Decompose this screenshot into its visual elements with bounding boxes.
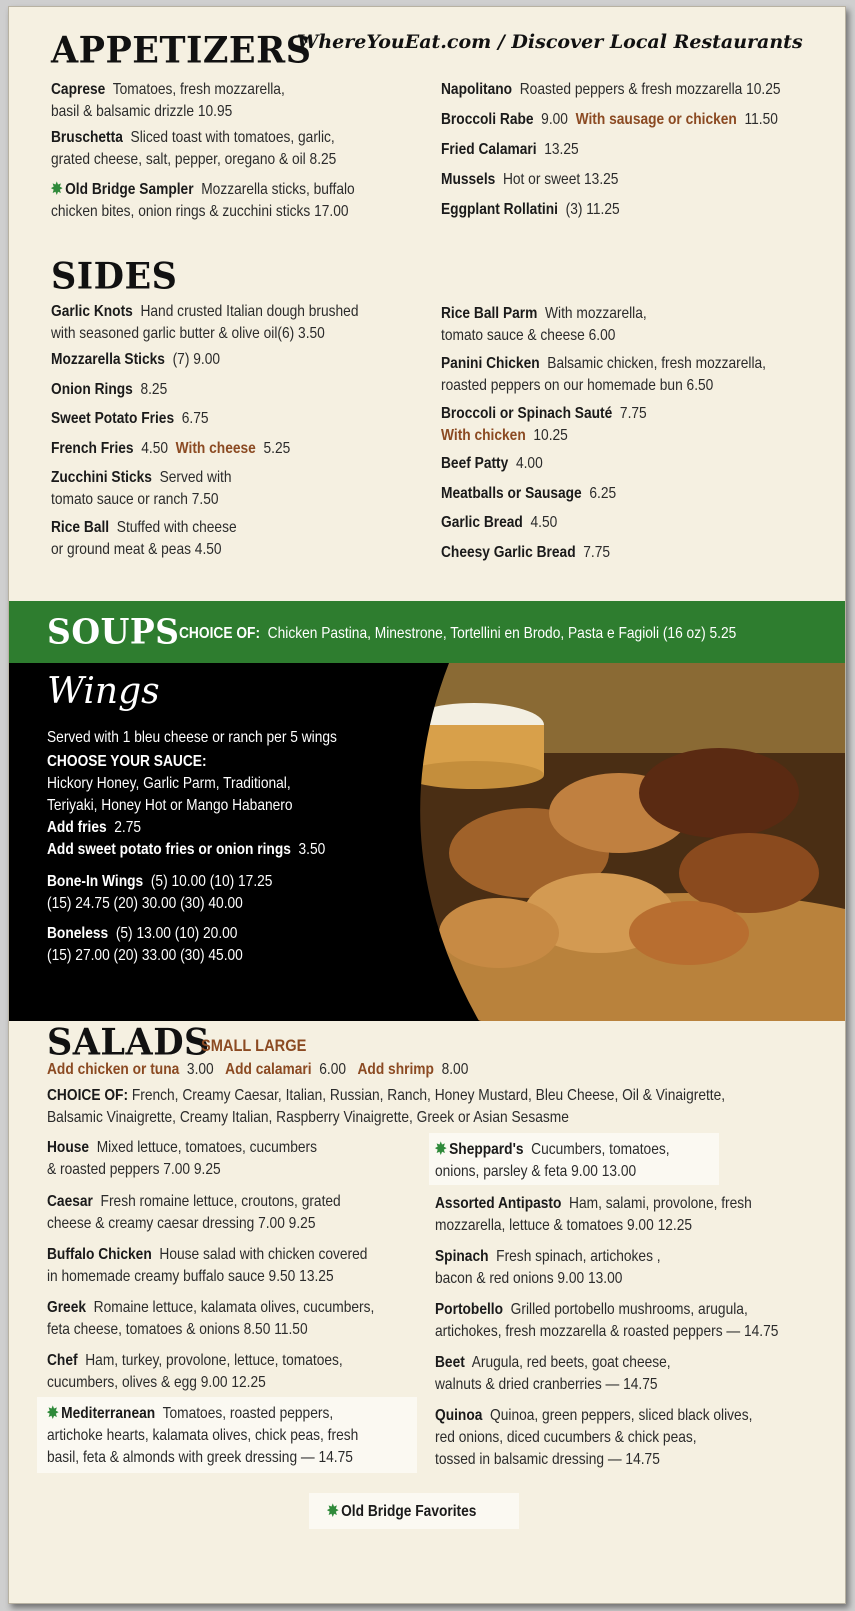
legend-label: Old Bridge Favorites — [341, 1503, 477, 1520]
item-desc: Grilled portobello mushrooms, arugula, — [510, 1301, 748, 1318]
item-desc: 4.50 — [530, 514, 558, 531]
item-name: Cheesy Garlic Bread — [441, 544, 576, 561]
addon-shrimp: Add shrimp — [357, 1061, 434, 1078]
menu-item-buffalo-chicken-salad — [47, 1244, 367, 1288]
salads-sizes: SMALL LARGE — [201, 1036, 307, 1055]
item-desc: onions, parsley & feta 9.00 13.00 — [435, 1163, 637, 1180]
wings-boneless — [47, 923, 243, 967]
item-name: Fried Calamari — [441, 141, 537, 158]
item-desc: cheese & creamy caesar dressing 7.00 9.25 — [47, 1215, 316, 1232]
wings-boneless-prices: (5) 13.00 (10) 20.00 — [115, 925, 238, 942]
item-desc: tossed in balsamic dressing — 14.75 — [435, 1451, 660, 1468]
item-desc: Hot or sweet 13.25 — [502, 171, 619, 188]
item-name: Sweet Potato Fries — [51, 410, 175, 427]
wings-plate-illustration — [389, 663, 845, 1021]
menu-item-spinach-salad — [435, 1246, 661, 1290]
item-desc: bacon & red onions 9.00 13.00 — [435, 1270, 623, 1287]
soups-choice-list: Chicken Pastina, Minestrone, Tortellini en Brodo, Pasta e Fagioli (16 oz) 5.25 — [267, 625, 737, 642]
item-desc: (7) 9.00 — [172, 351, 221, 368]
item-desc: artichoke hearts, kalamata olives, chick peas, fresh — [47, 1427, 359, 1444]
item-name: Mozzarella Sticks — [51, 351, 165, 368]
item-name: Buffalo Chicken — [47, 1246, 152, 1263]
item-name: Assorted Antipasto — [435, 1195, 562, 1212]
menu-item-french-fries — [51, 438, 290, 460]
item-desc: Served with — [159, 469, 232, 486]
item-desc: Mixed lettuce, tomatoes, cucumbers — [96, 1139, 317, 1156]
wings-add-sweet-price: 3.50 — [298, 841, 326, 858]
favorite-star-icon: ✸ — [51, 181, 63, 198]
menu-item-mussels — [441, 169, 618, 191]
menu-item-eggplant — [441, 199, 620, 221]
item-desc: Ham, salami, provolone, fresh — [569, 1195, 752, 1212]
item-name: French Fries — [51, 440, 134, 457]
item-desc: 8.25 — [140, 381, 168, 398]
addon-chicken: Add chicken or tuna — [47, 1061, 180, 1078]
item-name: Chef — [47, 1352, 78, 1369]
dressings-list: French, Creamy Caesar, Italian, Russian, Ranch, Honey Mustard, Bleu Cheese, Oil & Vinaigrette, — [131, 1087, 726, 1104]
item-desc: Romaine lettuce, kalamata olives, cucumbers, — [93, 1299, 375, 1316]
wings-bone-in — [47, 871, 272, 915]
soups-band — [9, 601, 845, 663]
wings-served: Served with 1 bleu cheese or ranch per 5 wings — [47, 729, 337, 746]
menu-item-zucchini-sticks — [51, 467, 231, 511]
menu-item-portobello-salad — [435, 1299, 778, 1343]
item-desc: basil, feta & almonds with greek dressing — 14.75 — [47, 1449, 353, 1466]
wings-add-fries: Add fries — [47, 819, 107, 836]
addon-shrimp-price: 8.00 — [441, 1061, 469, 1078]
menu-item-broccoli-rabe — [441, 109, 778, 131]
item-addon-price: 5.25 — [263, 440, 291, 457]
item-desc: roasted peppers on our homemade bun 6.50 — [441, 377, 714, 394]
item-addon: With cheese — [175, 440, 256, 457]
item-desc: Sliced toast with tomatoes, garlic, — [130, 129, 335, 146]
item-price: 4.50 — [141, 440, 169, 457]
item-desc: cucumbers, olives & egg 9.00 12.25 — [47, 1374, 266, 1391]
item-desc: & roasted peppers 7.00 9.25 — [47, 1161, 221, 1178]
wings-bone-in-prices: (5) 10.00 (10) 17.25 — [150, 873, 273, 890]
salads-dressings — [47, 1085, 725, 1129]
item-name: Bruschetta — [51, 129, 123, 146]
item-name: Zucchini Sticks — [51, 469, 152, 486]
menu-item-sheppards-salad — [435, 1139, 670, 1183]
soups-choice — [179, 623, 736, 645]
item-name: House — [47, 1139, 90, 1156]
item-addon-price: 10.25 — [533, 427, 568, 444]
item-name: Eggplant Rollatini — [441, 201, 558, 218]
item-desc: feta cheese, tomatoes & onions 8.50 11.50 — [47, 1321, 308, 1338]
menu-item-chef-salad — [47, 1350, 343, 1394]
menu-item-quinoa-salad — [435, 1405, 752, 1471]
item-name: Napolitano — [441, 81, 513, 98]
soups-choice-label: CHOICE OF: — [179, 625, 261, 642]
menu-item-fried-calamari — [441, 139, 579, 161]
item-desc: in homemade creamy buffalo sauce 9.50 13.25 — [47, 1268, 334, 1285]
item-name: Caprese — [51, 81, 106, 98]
item-desc: artichokes, fresh mozzarella & roasted peppers — 14.75 — [435, 1323, 779, 1340]
wings-sauce-list: Teriyaki, Honey Hot or Mango Habanero — [47, 797, 293, 814]
menu-item-cheesy-garlic-bread — [441, 542, 610, 564]
item-desc: Tomatoes, fresh mozzarella, — [112, 81, 285, 98]
menu-item-napolitano — [441, 79, 781, 101]
item-desc: (3) 11.25 — [565, 201, 620, 218]
sides-heading: SIDES — [51, 255, 178, 299]
item-desc: Mozzarella sticks, buffalo — [201, 181, 355, 198]
item-desc: Hand crusted Italian dough brushed — [140, 303, 359, 320]
item-desc: Cucumbers, tomatoes, — [531, 1141, 670, 1158]
menu-item-saute — [441, 403, 647, 447]
wings-bone-in-label: Bone-In Wings — [47, 873, 144, 890]
item-desc: Fresh spinach, artichokes , — [496, 1248, 661, 1265]
menu-item-antipasto-salad — [435, 1193, 752, 1237]
item-name: Old Bridge Sampler — [65, 181, 194, 198]
menu-item-caprese — [51, 79, 285, 123]
item-desc: basil & balsamic drizzle 10.95 — [51, 103, 233, 120]
item-name: Caesar — [47, 1193, 93, 1210]
addon-calamari-price: 6.00 — [319, 1061, 347, 1078]
menu-item-panini-chicken — [441, 353, 766, 397]
item-desc: Stuffed with cheese — [116, 519, 237, 536]
item-name: Beet — [435, 1354, 465, 1371]
item-price: 9.00 — [541, 111, 568, 128]
item-desc: Ham, turkey, provolone, lettuce, tomatoes, — [85, 1352, 343, 1369]
menu-item-house-salad — [47, 1137, 317, 1181]
item-name: Rice Ball Parm — [441, 305, 538, 322]
wings-add-fries-price: 2.75 — [114, 819, 142, 836]
site-banner: WhereYouEat.com / Discover Local Restaurants — [297, 31, 803, 53]
menu-item-caesar-salad — [47, 1191, 341, 1235]
item-name: Broccoli or Spinach Sauté — [441, 405, 613, 422]
menu-item-mediterranean-salad — [47, 1403, 358, 1469]
item-name: Garlic Bread — [441, 514, 523, 531]
item-name: Rice Ball — [51, 519, 110, 536]
favorite-star-icon: ✸ — [47, 1405, 59, 1422]
menu-item-rice-ball-parm — [441, 303, 647, 347]
menu-item-sweet-potato-fries — [51, 408, 209, 430]
favorite-star-icon: ✸ — [327, 1503, 339, 1520]
menu-item-mozzarella-sticks — [51, 349, 220, 371]
item-desc: grated cheese, salt, pepper, oregano & oil 8.25 — [51, 151, 337, 168]
favorite-star-icon: ✸ — [435, 1141, 447, 1158]
wings-sauce-list: Hickory Honey, Garlic Parm, Traditional, — [47, 775, 291, 792]
item-name: Garlic Knots — [51, 303, 133, 320]
wings-heading: Wings — [47, 671, 160, 712]
item-desc: Balsamic chicken, fresh mozzarella, — [547, 355, 766, 372]
menu-item-rice-ball — [51, 517, 237, 561]
item-name: Onion Rings — [51, 381, 133, 398]
item-desc: Roasted peppers & fresh mozzarella 10.25 — [519, 81, 781, 98]
item-desc: with seasoned garlic butter & olive oil(6) 3.50 — [51, 325, 325, 342]
menu-item-onion-rings — [51, 379, 167, 401]
item-desc: mozzarella, lettuce & tomatoes 9.00 12.25 — [435, 1217, 693, 1234]
item-desc: tomato sauce & cheese 6.00 — [441, 327, 616, 344]
item-desc: chicken bites, onion rings & zucchini sticks 17.00 — [51, 203, 349, 220]
addon-calamari: Add calamari — [225, 1061, 312, 1078]
menu-item-bruschetta — [51, 127, 336, 171]
menu-page — [8, 6, 846, 1604]
wings-sauce-label: CHOOSE YOUR SAUCE: — [47, 753, 207, 770]
item-desc: House salad with chicken covered — [159, 1246, 368, 1263]
item-addon: With chicken — [441, 427, 526, 444]
menu-item-meatballs — [441, 483, 616, 505]
menu-item-beef-patty — [441, 453, 543, 475]
menu-item-greek-salad — [47, 1297, 374, 1341]
appetizers-heading: APPETIZERS — [51, 29, 312, 73]
item-desc: walnuts & dried cranberries — 14.75 — [435, 1376, 658, 1393]
item-addon: With sausage or chicken — [575, 111, 737, 128]
soups-heading: SOUPS — [47, 611, 180, 652]
item-desc: With mozzarella, — [545, 305, 647, 322]
item-price: 13.25 — [544, 141, 579, 158]
wings-add-sweet: Add sweet potato fries or onion rings — [47, 841, 291, 858]
dressings-label: CHOICE OF: — [47, 1087, 129, 1104]
item-name: Meatballs or Sausage — [441, 485, 582, 502]
legend-favorites — [327, 1501, 476, 1523]
wings-sauce-block — [47, 751, 325, 861]
item-desc: Tomatoes, roasted peppers, — [162, 1405, 334, 1422]
item-name: Quinoa — [435, 1407, 483, 1424]
item-desc: Fresh romaine lettuce, croutons, grated — [100, 1193, 341, 1210]
wings-boneless-prices: (15) 27.00 (20) 33.00 (30) 45.00 — [47, 947, 243, 964]
salads-heading: SALADS — [47, 1021, 210, 1065]
item-name: Beef Patty — [441, 455, 509, 472]
item-name: Mediterranean — [61, 1405, 156, 1422]
item-name: Portobello — [435, 1301, 504, 1318]
wings-bone-in-prices: (15) 24.75 (20) 30.00 (30) 40.00 — [47, 895, 243, 912]
menu-item-sampler — [51, 179, 355, 223]
item-price: 7.75 — [619, 405, 647, 422]
item-desc: 6.75 — [181, 410, 209, 427]
dressings-list: Balsamic Vinaigrette, Creamy Italian, Raspberry Vinaigrette, Greek or Asian Sesasme — [47, 1109, 569, 1126]
menu-item-garlic-bread — [441, 512, 557, 534]
menu-item-garlic-knots — [51, 301, 358, 345]
item-addon-price: 11.50 — [744, 111, 778, 128]
item-desc: 7.75 — [583, 544, 611, 561]
item-desc: 4.00 — [515, 455, 543, 472]
item-desc: tomato sauce or ranch 7.50 — [51, 491, 219, 508]
menu-item-beet-salad — [435, 1352, 671, 1396]
item-name: Greek — [47, 1299, 87, 1316]
addon-chicken-price: 3.00 — [186, 1061, 214, 1078]
item-desc: or ground meat & peas 4.50 — [51, 541, 222, 558]
item-name: Panini Chicken — [441, 355, 540, 372]
wings-boneless-label: Boneless — [47, 925, 109, 942]
item-name: Broccoli Rabe — [441, 111, 534, 128]
item-desc: red onions, diced cucumbers & chick peas, — [435, 1429, 697, 1446]
salads-addons — [47, 1059, 468, 1081]
item-name: Mussels — [441, 171, 496, 188]
item-desc: Quinoa, green peppers, sliced black olives, — [490, 1407, 753, 1424]
item-name: Spinach — [435, 1248, 489, 1265]
item-name: Sheppard's — [449, 1141, 524, 1158]
item-desc: 6.25 — [589, 485, 617, 502]
wings-photo — [389, 663, 845, 1021]
item-desc: Arugula, red beets, goat cheese, — [471, 1354, 671, 1371]
